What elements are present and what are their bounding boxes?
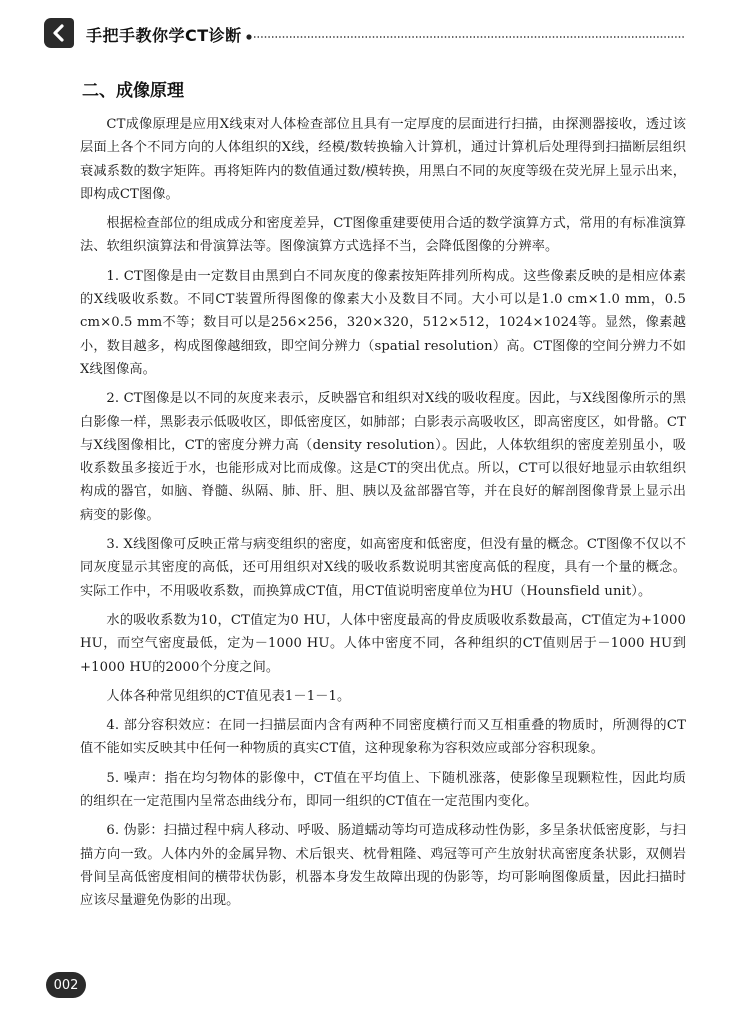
paragraph-principle: CT成像原理是应用X线束对人体检查部位且具有一定厚度的层面进行扫描，由探测器接收，透过该层面上各个不同方向的人体组织的X线，经模/数转换输入计算机，通过计算机后处理得到扫描断层组织衰减系数的数字矩阵。再将矩阵内的数值通过数/模转换，用黑白不同的灰度等级在荧光屏上显示出来，即构成CT图像。 [80, 117, 686, 202]
header-dotted-rule [246, 34, 686, 40]
paragraph-table-ref: 人体各种常见组织的CT值见表1－1－1。 [106, 688, 351, 704]
paragraph-grayscale: 2. CT图像是以不同的灰度来表示，反映器官和组织对X线的吸收程度。因此，与X线图像所示的黑白影像一样，黑影表示低吸收区，即低密度区，如肺部；白影表示高吸收区，即高密度区，如骨骼。CT与X线图像相比，CT的密度分辨力高（density resolution）。因此，人体软组织的密度差别虽小，吸收系数虽多接近于水，也能形成对比而成像。这是CT的突出优点。所以，CT可以很好地显示由软组织构成的器官，如脑、脊髓、纵隔、肺、肝、胆、胰以及盆部器官等，并在良好的解剖图像背景上显示出病变的影像。 [80, 391, 686, 523]
book-title: 手把手教你学CT诊断 [86, 26, 242, 45]
back-button[interactable] [44, 18, 74, 48]
paragraph-noise: 5. 噪声：指在均匀物体的影像中，CT值在平均值上、下随机涨落，使影像呈现颗粒性，因此均质的组织在一定范围内呈常态曲线分布，即同一组织的CT值在一定范围内变化。 [80, 770, 686, 810]
paragraph-algorithm: 根据检查部位的组成成分和密度差异，CT图像重建要使用合适的数学演算方式，常用的有标准演算法、软组织演算法和骨演算法等。图像演算方式选择不当，会降低图像的分辨率。 [80, 216, 686, 255]
paragraph-pixel-matrix: 1. CT图像是由一定数目由黑到白不同灰度的像素按矩阵排列所构成。这些像素反映的是相应体素的X线吸收系数。不同CT装置所得图像的像素大小及数目不同。大小可以是1.0 cm×1.0 mm，0.5 cm×0.5 mm不等；数目可以是256×256，320×320，512×512，1024×1024等。显然，像素越小，数目越多，构成图像越细致，即空间分辨力（spatial resolution）高。CT图像的空间分辨力不如X线图像高。 [80, 268, 687, 377]
chevron-left-icon [52, 24, 66, 42]
main-content [80, 76, 686, 919]
paragraph-ct-value: 水的吸收系数为10，CT值定为0 HU，人体中密度最高的骨皮质吸收系数最高，CT值定为+1000 HU，而空气密度最低，定为－1000 HU。人体中密度不同，各种组织的CT值则居于－1000 HU到+1000 HU的2000个分度之间。 [80, 612, 686, 675]
paragraph-partial-volume: 4. 部分容积效应：在同一扫描层面内含有两种不同密度横行而又互相重叠的物质时，所测得的CT值不能如实反映其中任何一种物质的真实CT值，这种现象称为容积效应或部分容积现象。 [80, 718, 687, 757]
paragraph-density: 3. X线图像可反映正常与病变组织的密度，如高密度和低密度，但没有量的概念。CT图像不仅以不同灰度显示其密度的高低，还可用组织对X线的吸收系数说明其密度高低的程度，具有一个量的概念。实际工作中，不用吸收系数，而换算成CT值，用CT值说明密度单位为HU（Hounsfield unit）。 [80, 537, 686, 599]
section-title: 二、成像原理 [82, 81, 184, 101]
page-header [0, 14, 730, 54]
page-number-badge: 002 [46, 972, 86, 998]
paragraph-artifact: 6. 伪影：扫描过程中病人移动、呼吸、肠道蠕动等均可造成移动性伪影，多呈条状低密度影，与扫描方向一致。人体内外的金属异物、术后银夹、枕骨粗隆、鸡冠等可产生放射状高密度条状影，双侧岩骨间呈高低密度相间的横带状伪影，机器本身发生故障出现的伪影等，均可影响图像质量，因此扫描时应该尽量避免伪影的出现。 [80, 823, 686, 909]
